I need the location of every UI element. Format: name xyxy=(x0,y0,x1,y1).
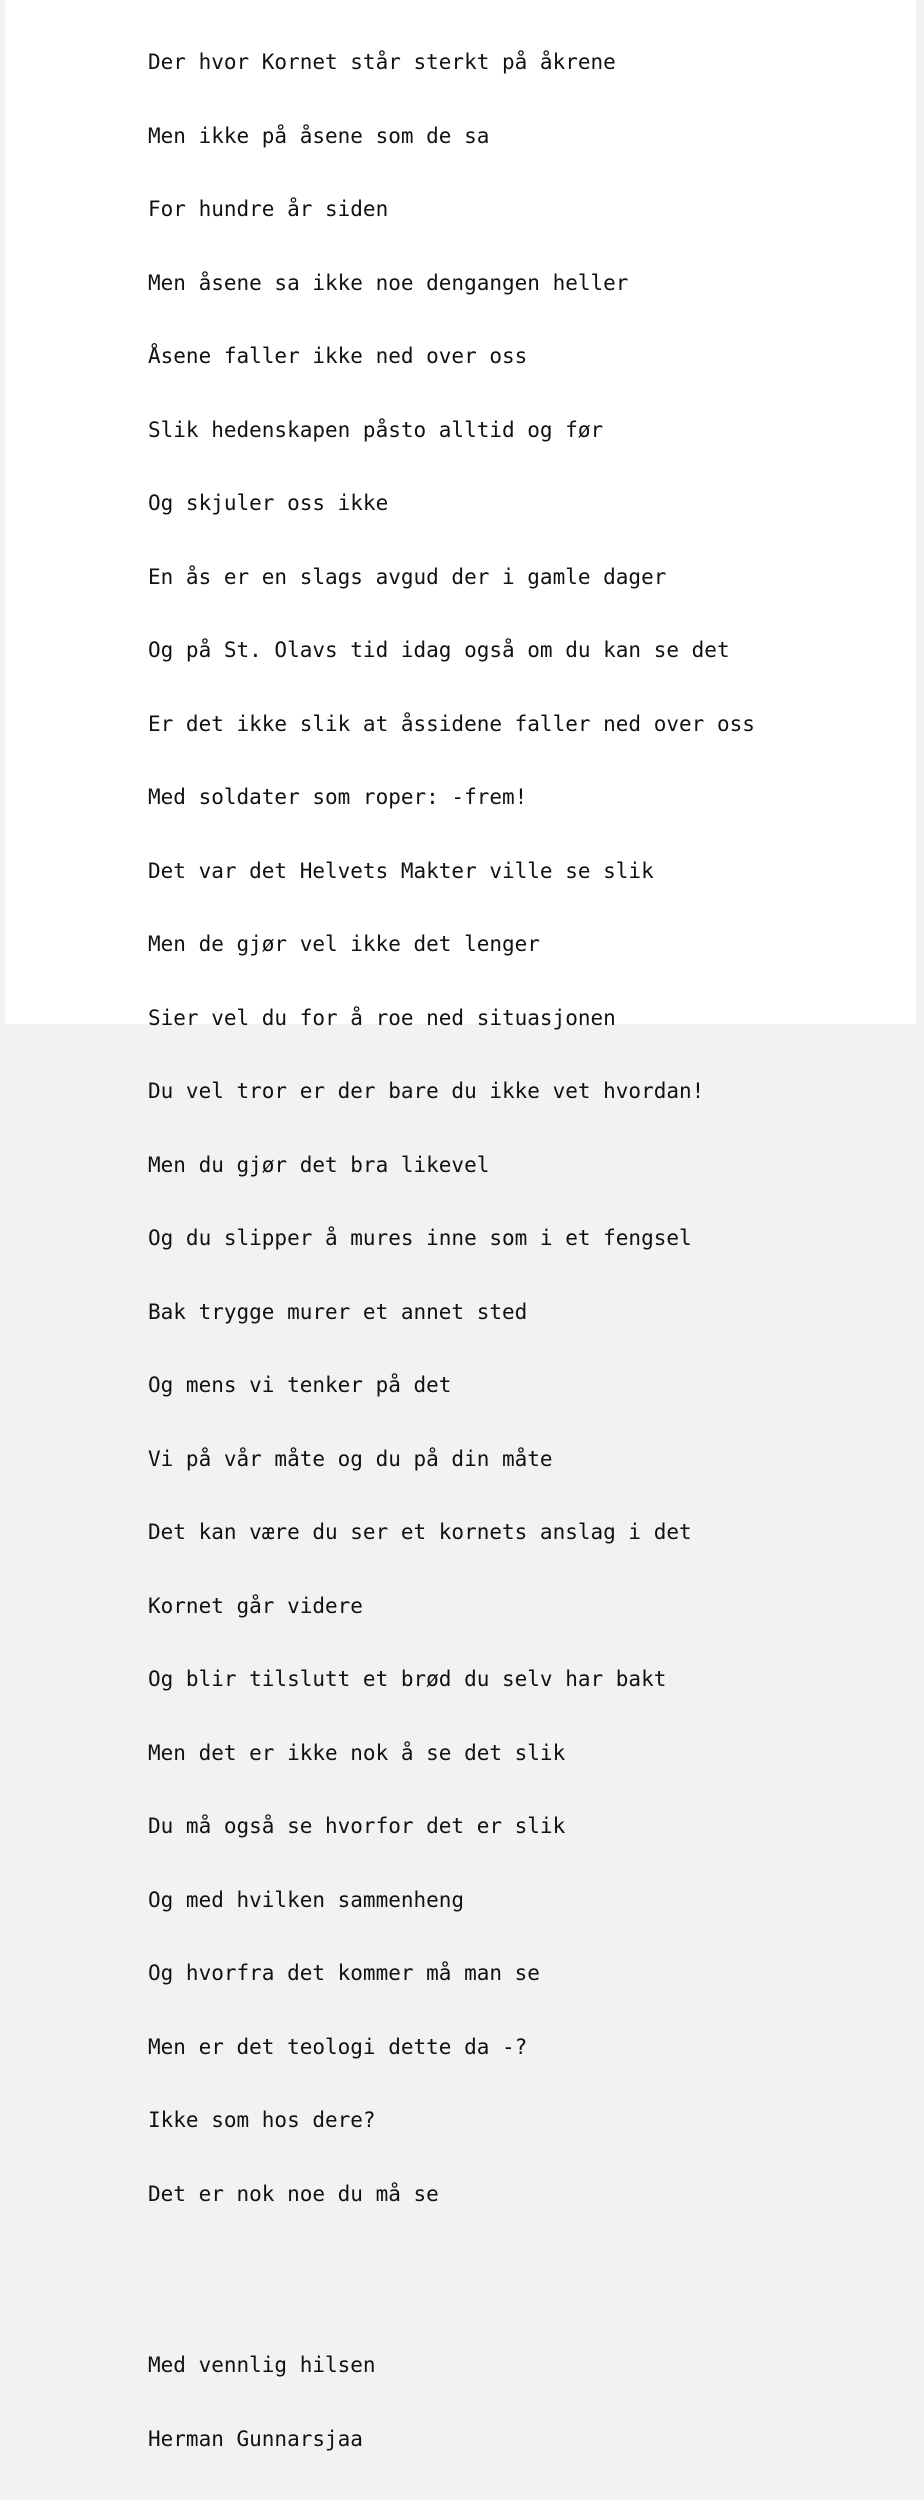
poem-line: Og blir tilslutt et brød du selv har bakt xyxy=(148,1667,667,1691)
poem-line: Men ikke på åsene som de sa xyxy=(148,123,490,148)
poem-line: Ikke som hos dere? xyxy=(148,2108,376,2132)
poem-line: Men du gjør det bra likevel xyxy=(148,1152,490,1177)
signature-name: Herman Gunnarsjaa xyxy=(148,2426,363,2451)
poem-line: Og skjuler oss ikke xyxy=(148,491,389,515)
poem-line: Vi på vår måte og du på din måte xyxy=(148,1446,553,1471)
poem-line: En ås er en slags avgud der i gamle dager xyxy=(148,564,667,589)
poem-line: Det var det Helvets Makter ville se slik xyxy=(148,858,654,883)
poem-line: Med soldater som roper: -frem! xyxy=(148,785,528,809)
poem-line: Sier vel du for å roe ned situasjonen xyxy=(148,1005,616,1030)
poem-line: For hundre år siden xyxy=(148,197,389,221)
poem-line: Men det er ikke nok å se det slik xyxy=(148,1740,566,1765)
poem-line: Men åsene sa ikke noe dengangen heller xyxy=(148,270,629,295)
poem-line: Er det ikke slik at åssidene faller ned over oss xyxy=(148,711,755,736)
poem-line: Og hvorfra det kommer må man se xyxy=(148,1961,540,1985)
document-page xyxy=(5,0,916,2451)
poem-line: Men er det teologi dette da -? xyxy=(148,2034,528,2059)
poem-line: Det kan være du ser et kornets anslag i det xyxy=(148,1520,692,1544)
poem-line: Og på St. Olavs tid idag også om du kan se det xyxy=(148,638,730,662)
poem-line: Kornet går videre xyxy=(148,1593,363,1618)
poem-line: Men de gjør vel ikke det lenger xyxy=(148,932,540,956)
poem-line: Og du slipper å mures inne som i et fengsel xyxy=(148,1226,692,1250)
poem-text xyxy=(148,1,755,2500)
poem-line: Slik hedenskapen påsto alltid og før xyxy=(148,417,604,442)
blank-space xyxy=(148,2255,755,2304)
poem-line: Og mens vi tenker på det xyxy=(148,1373,452,1397)
poem-line: Og med hvilken sammenheng xyxy=(148,1887,465,1912)
poem-line: Åsene faller ikke ned over oss xyxy=(148,344,528,368)
poem-line: Det er nok noe du må se xyxy=(148,2181,439,2206)
poem-line: Der hvor Kornet står sterkt på åkrene xyxy=(148,50,616,74)
poem-line: Du må også se hvorfor det er slik xyxy=(148,1814,566,1838)
closing-line: Med vennlig hilsen xyxy=(148,2353,376,2377)
poem-line: Du vel tror er der bare du ikke vet hvordan! xyxy=(148,1079,705,1103)
poem-line: Bak trygge murer et annet sted xyxy=(148,1299,528,1324)
